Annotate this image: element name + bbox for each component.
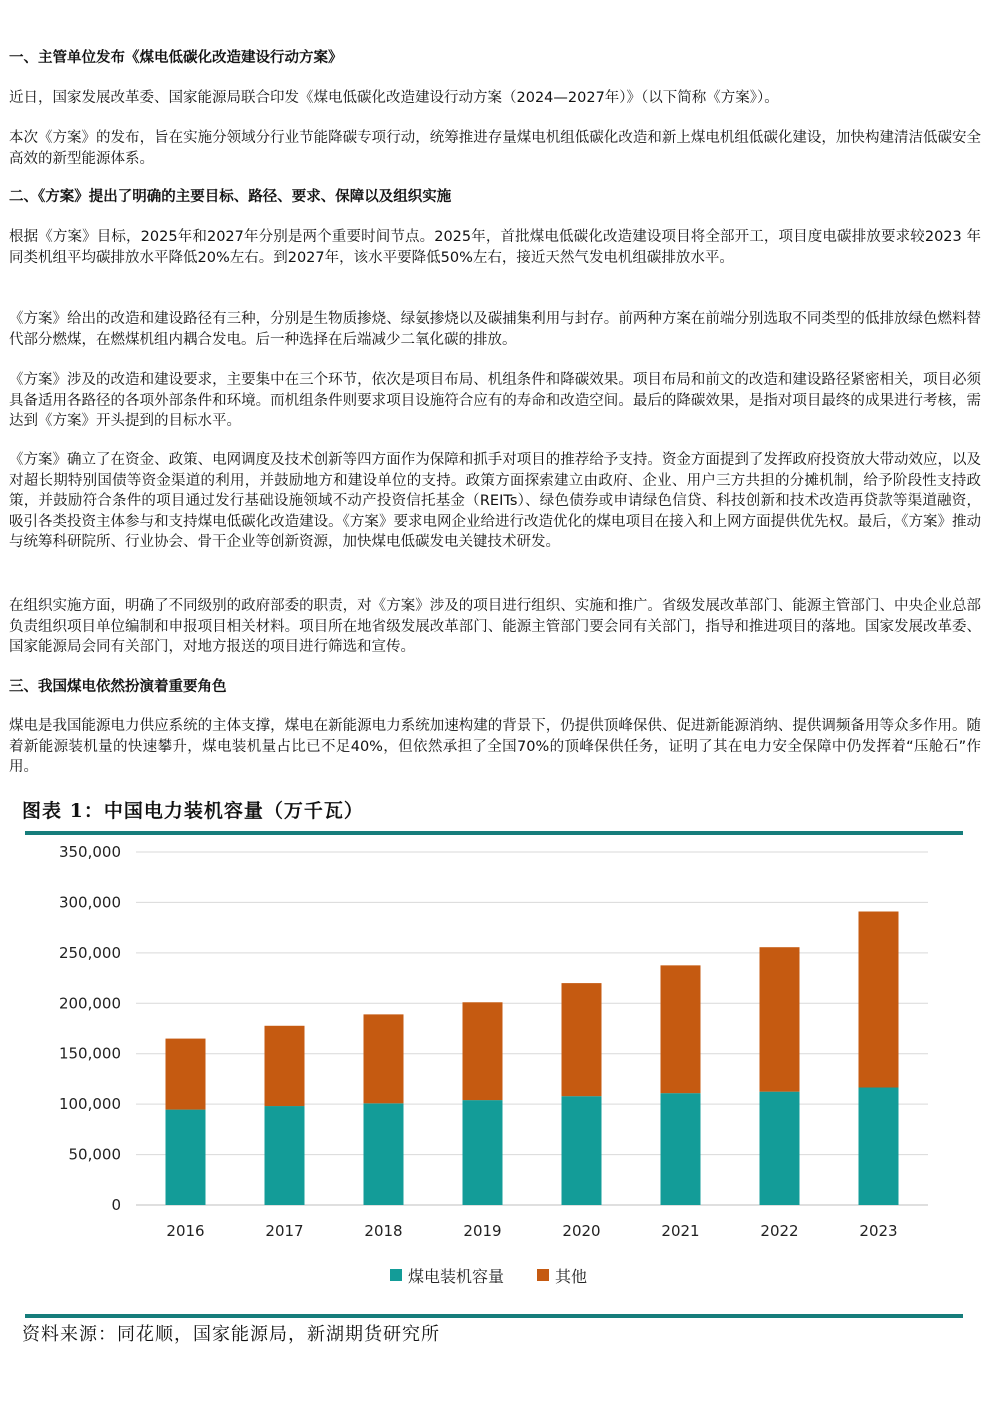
bar-segment — [760, 1092, 800, 1205]
y-tick-label: 200,000 — [58, 994, 121, 1013]
bar-segment — [166, 1039, 206, 1110]
figure-title: 图表 1：中国电力装机容量（万千瓦） — [22, 800, 364, 822]
figure-bottom-rule — [25, 1314, 963, 1318]
x-tick-label: 2018 — [364, 1222, 403, 1240]
paragraph: 本次《方案》的发布，旨在实施分领域分行业节能降碳专项行动，统筹推进存量煤电机组低碳化改造和新上煤电机组低碳化建设，加快构建清洁低碳安全高效的新型能源体系。 — [9, 130, 981, 167]
bar-segment — [661, 1093, 701, 1205]
bar-segment — [166, 1110, 206, 1205]
paragraph: 近日，国家发展改革委、国家能源局联合印发《煤电低碳化改造建设行动方案（2024—2027年）》（以下简称《方案》）。 — [9, 90, 779, 106]
x-tick-label: 2017 — [265, 1222, 304, 1240]
legend-label: 其他 — [555, 1267, 588, 1286]
figure-source: 资料来源：同花顺，国家能源局，新湖期货研究所 — [22, 1324, 440, 1345]
legend-swatch — [537, 1269, 549, 1281]
legend-label: 煤电装机容量 — [408, 1267, 505, 1286]
bar-segment — [562, 1096, 602, 1205]
x-tick-label: 2016 — [166, 1222, 205, 1240]
x-tick-label: 2020 — [562, 1222, 601, 1240]
y-tick-label: 0 — [111, 1196, 121, 1214]
section-heading-2: 二、《方案》提出了明确的主要目标、路径、要求、保障以及组织实施 — [9, 189, 452, 205]
x-tick-label: 2022 — [760, 1222, 799, 1240]
y-tick-label: 150,000 — [58, 1044, 121, 1063]
section-heading-1: 一、主管单位发布《煤电低碳化改造建设行动方案》 — [9, 50, 343, 66]
bar-segment — [562, 983, 602, 1096]
bar-segment — [265, 1026, 305, 1106]
bar-segment — [463, 1100, 503, 1205]
paragraph: 《方案》给出的改造和建设路径有三种，分别是生物质掺烧、绿氨掺烧以及碳捕集利用与封存。前两种方案在前端分别选取不同类型的低排放绿色燃料替代部分燃煤，在燃煤机组内耦合发电。后一种选择在后端减少二氧化碳的排放。 — [9, 311, 981, 348]
bar-segment — [859, 1088, 899, 1205]
section-heading-3: 三、我国煤电依然扮演着重要角色 — [9, 679, 227, 695]
paragraph: 在组织实施方面，明确了不同级别的政府部委的职责，对《方案》涉及的项目进行组织、实施和推广。省级发展改革部门、能源主管部门、中央企业总部负责组织项目单位编制和申报项目相关材料。项目所在地省级发展改革部门、能源主管部门要会同有关部门，指导和推进项目的落地。国家发展改革委、国家能源局会同有关部门，对地方报送的项目进行筛选和宣传。 — [9, 598, 981, 655]
y-tick-label: 300,000 — [58, 893, 121, 912]
y-tick-label: 350,000 — [58, 843, 121, 861]
paragraph: 根据《方案》目标，2025年和2027年分别是两个重要时间节点。2025年，首批煤电低碳化改造建设项目将全部开工，项目度电碳排放要求较2023 年同类机组平均碳排放水平降低20%左右。到2027年，该水平要降低50%左右，接近天然气发电机组碳排放水平。 — [9, 229, 981, 266]
bar-segment — [364, 1103, 404, 1205]
x-tick-label: 2019 — [463, 1222, 502, 1240]
x-tick-label: 2023 — [859, 1222, 898, 1240]
y-tick-label: 100,000 — [58, 1095, 121, 1114]
legend-swatch — [390, 1269, 402, 1281]
bar-segment — [859, 912, 899, 1088]
y-tick-label: 50,000 — [68, 1145, 121, 1164]
paragraph: 煤电是我国能源电力供应系统的主体支撑，煤电在新能源电力系统加速构建的背景下，仍提供顶峰保供、促进新能源消纳、提供调频备用等众多作用。随着新能源装机量的快速攀升，煤电装机量占比已不足40%，但依然承担了全国70%的顶峰保供任务，证明了其在电力安全保障中仍发挥着“压舱石”作用。 — [9, 718, 981, 775]
bar-segment — [364, 1014, 404, 1103]
y-tick-label: 250,000 — [58, 943, 121, 962]
x-tick-label: 2021 — [661, 1222, 700, 1240]
bar-segment — [760, 947, 800, 1091]
paragraph: 《方案》涉及的改造和建设要求，主要集中在三个环节，依次是项目布局、机组条件和降碳效果。项目布局和前文的改造和建设路径紧密相关，项目必须具备适用各路径的各项外部条件和环境。而机组条件则要求项目设施符合应有的寿命和改造空间。最后的降碳效果，是指对项目最终的成果进行考核，需达到《方案》开头提到的目标水平。 — [9, 372, 981, 429]
bar-segment — [265, 1106, 305, 1205]
paragraph: 《方案》确立了在资金、政策、电网调度及技术创新等四方面作为保障和抓手对项目的推荐给予支持。资金方面提到了发挥政府投资放大带动效应，以及对超长期特别国债等资金渠道的利用，并鼓励地方和建设单位的支持。政策方面探索建立由政府、企业、用户三方共担的分摊机制，给予阶段性支持政策，并鼓励符合条件的项目通过发行基础设施领域不动产投资信托基金（REITs）、绿色债券或申请绿色信贷、科技创新和技术改造再贷款等渠道融资，吸引各类投资主体参与和支持煤电低碳化改造建设。《方案》要求电网企业给进行改造优化的煤电项目在接入和上网方面提供优先权。最后，《方案》推动与统筹科研院所、行业协会、骨干企业等创新资源，加快煤电低碳发电关键技术研发。 — [9, 452, 981, 550]
bar-segment — [661, 965, 701, 1093]
bar-segment — [463, 1002, 503, 1100]
